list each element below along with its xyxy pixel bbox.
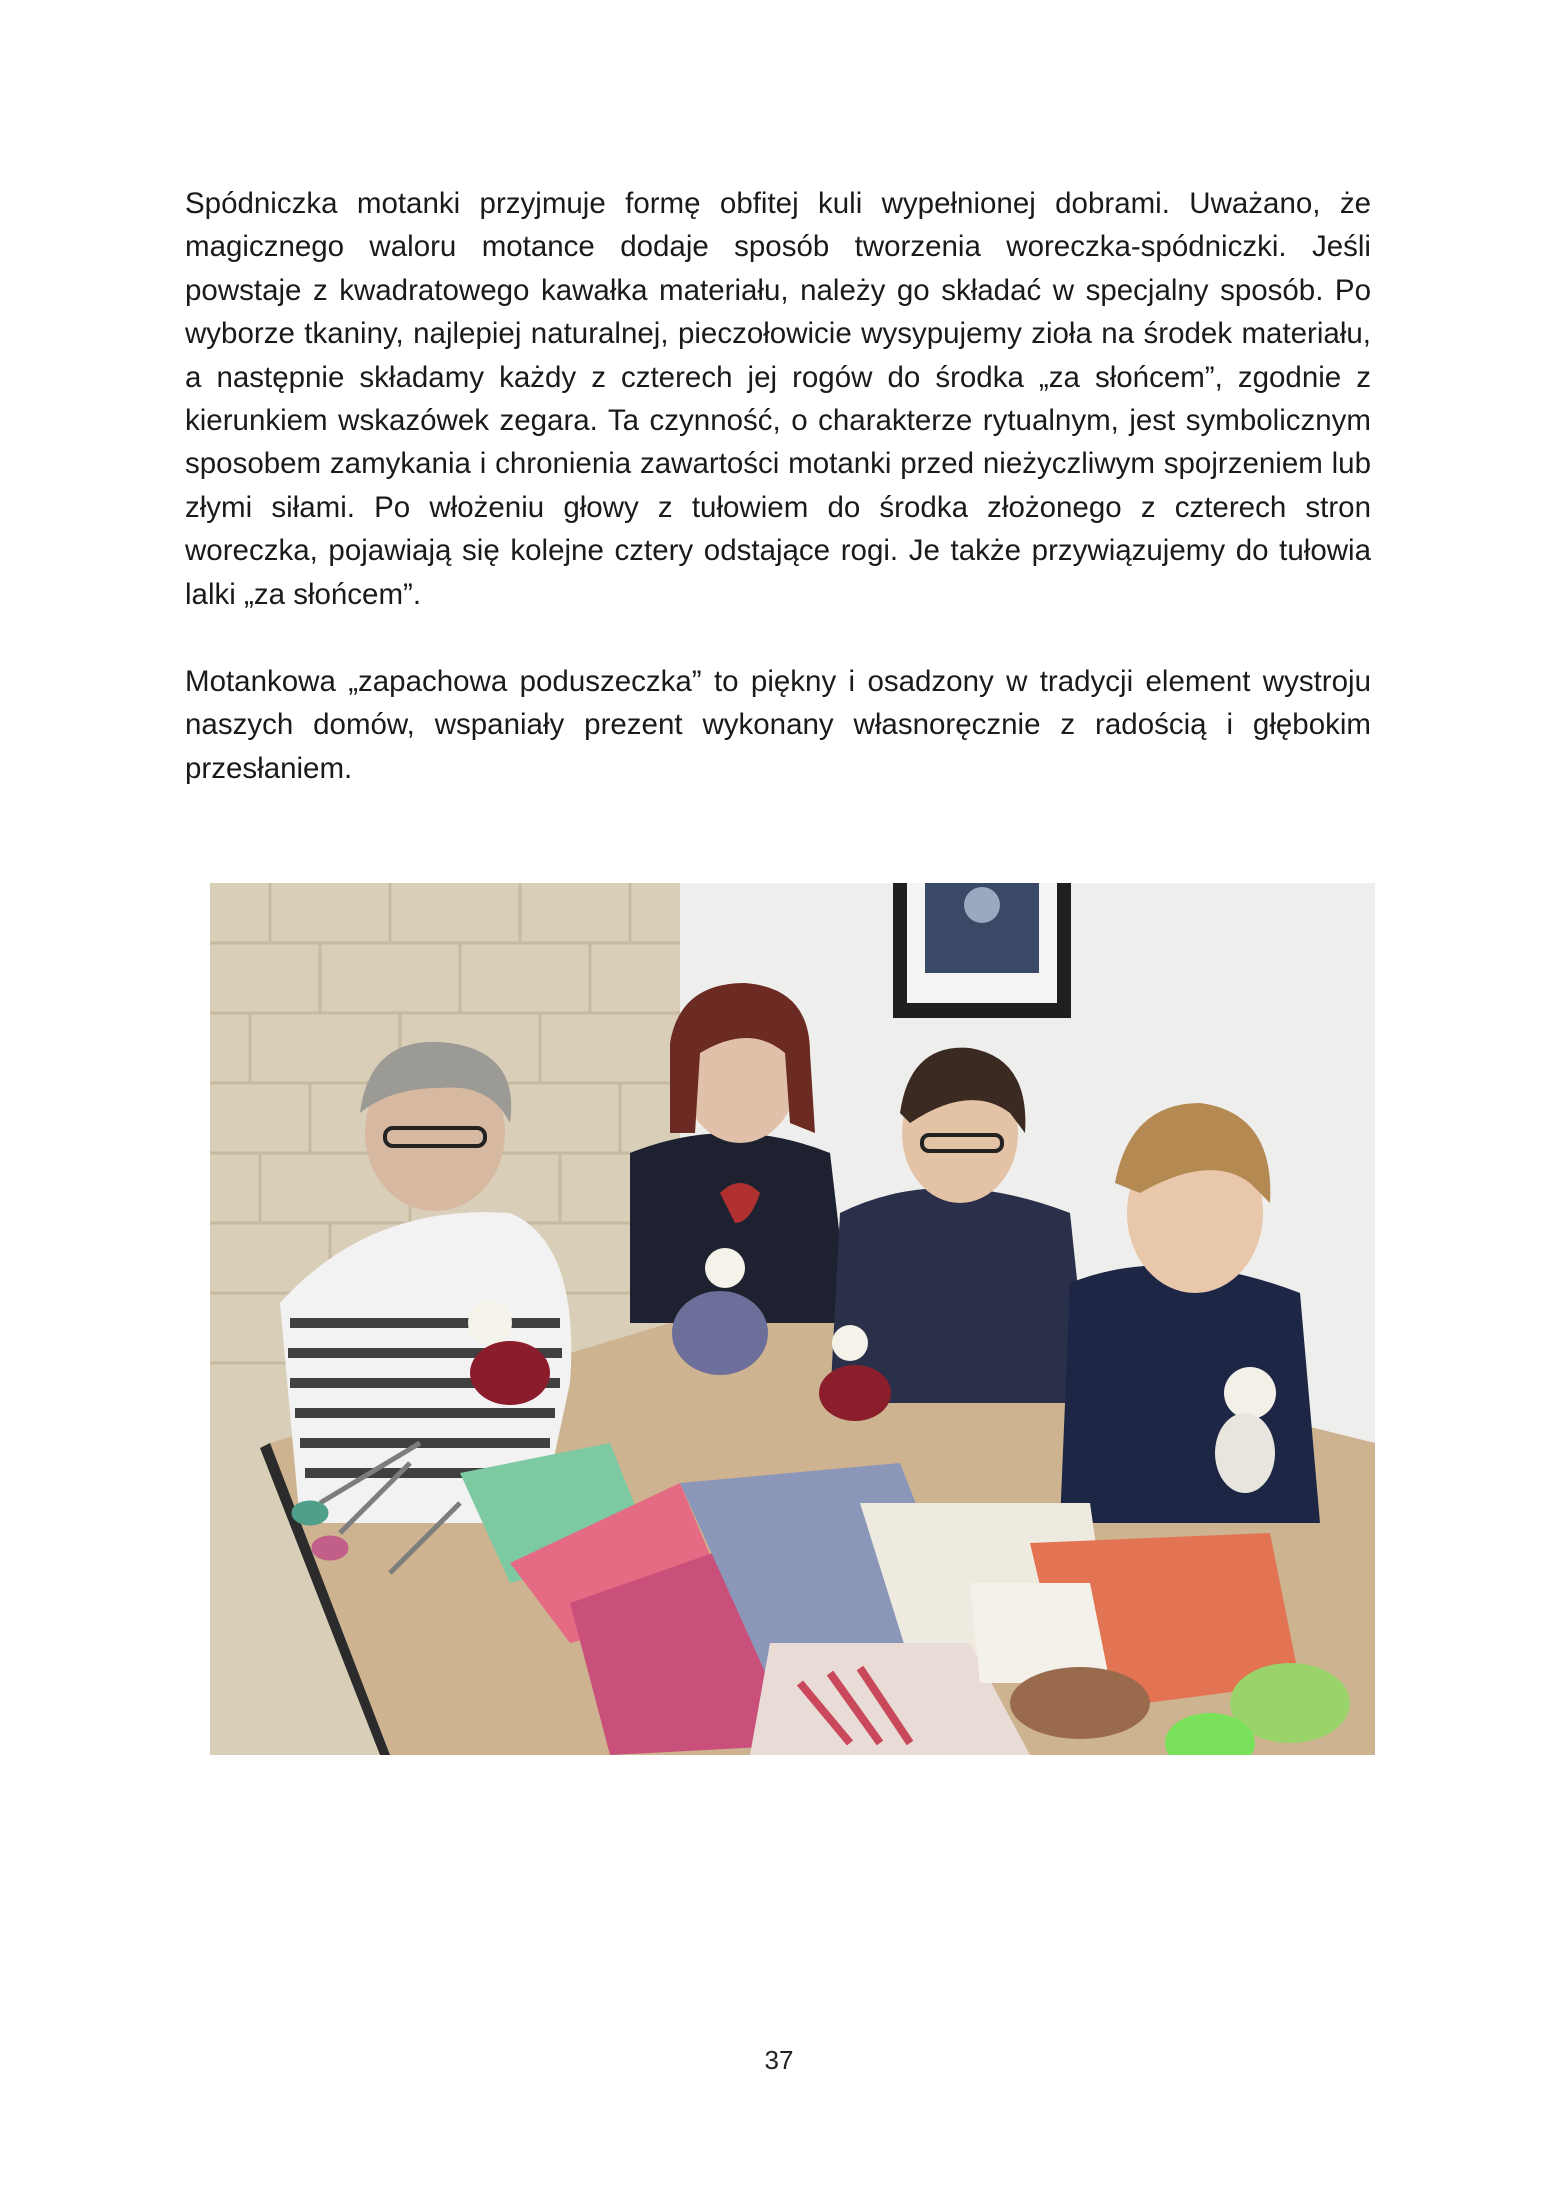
workshop-photo (210, 883, 1375, 1755)
page-number: 37 (764, 2045, 794, 2075)
paragraph-skirt-description: Spódniczka motanki przyjmuje formę obfitej kuli wypełnionej dobrami. Uważano, że magicznego waloru motance dodaje sposób tworzenia woreczka-spódniczki. Jeśli powstaje z kwadratowego kawałka materiału, należy go składać w specjalny sposób. Po wyborze tkaniny, najlepiej naturalnej, pieczołowicie wysypujemy zioła na środek materiału, a następnie składamy każdy z czterech jej rogów do środka „za słońcem”, zgodnie z kierunkiem wskazówek zegara. Ta czynność, o charakterze rytualnym, jest symbolicznym sposobem zamykania i chronienia zawartości motanki przed nieżyczliwym spojrzeniem lub złymi siłami. Po włożeniu głowy z tułowiem do środka złożonego z czterech stron woreczka, pojawiają się kolejne cztery odstające rogi. Je także przywiązujemy do tułowia lalki „za słońcem”. (185, 187, 1371, 611)
paragraph-scent-pillow: Motankowa „zapachowa poduszeczka” to piękny i osadzony w tradycji element wystroju naszych domów, wspaniały prezent wykonany własnoręcznie z radością i głębokim przesłaniem. (185, 665, 1371, 785)
